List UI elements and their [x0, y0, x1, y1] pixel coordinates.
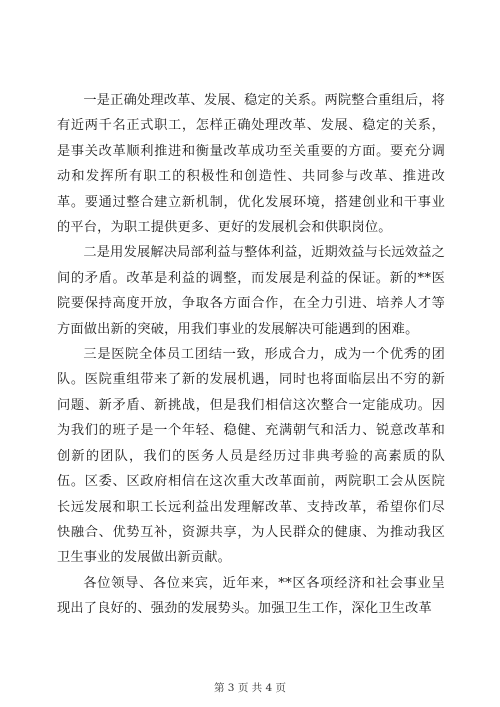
document-body [57, 88, 445, 622]
paragraph-4: 各位领导、各位来宾，近年来，**区各项经济和社会事业呈现出了良好的、强劲的发展势头。加强卫生工作，深化卫生改革 [57, 575, 445, 617]
page-footer [0, 680, 500, 695]
paragraph-3: 三是医院全体员工团结一致，形成合力，成为一个优秀的团队。医院重组带来了新的发展机遇，同时也将面临层出不穷的新问题、新矛盾、新挑战，但是我们相信这次整合一定能成功。因为我们的班子是一个年轻、稳健、充满朝气和活力、锐意改革和创新的团队，我们的医务人员是经历过非典考验的高素质的队伍。区委、区政府相信在这次重大改革面前，两院职工会从医院长远发展和职工长远利益出发理解改革、支持改革，希望你们尽快融合、优势互补，资源共享，为人民群众的健康、为推动我区卫生事业的发展做出新贡献。 [57, 347, 445, 566]
paragraph-2: 二是用发展解决局部利益与整体利益，近期效益与长远效益之间的矛盾。改革是利益的调整，而发展是利益的保证。新的**医院要保持高度开放，争取各方面合作，在全力引进、培养人才等方面做出新的突破，用我们事业的发展解决可能遇到的困难。 [57, 245, 445, 337]
page-number: 第 3 页 共 4 页 [213, 682, 287, 694]
paragraph-1: 一是正确处理改革、发展、稳定的关系。两院整合重组后，将有近两千名正式职工，怎样正确处理改革、发展、稳定的关系，是事关改革顺利推进和衡量改革成功至关重要的方面。要充分调动和发挥所有职工的积极性和创造性、共同参与改革、推进改革。要通过整合建立新机制，优化发展环境，搭建创业和干事业的平台，为职工提供更多、更好的发展机会和供职岗位。 [57, 93, 445, 236]
